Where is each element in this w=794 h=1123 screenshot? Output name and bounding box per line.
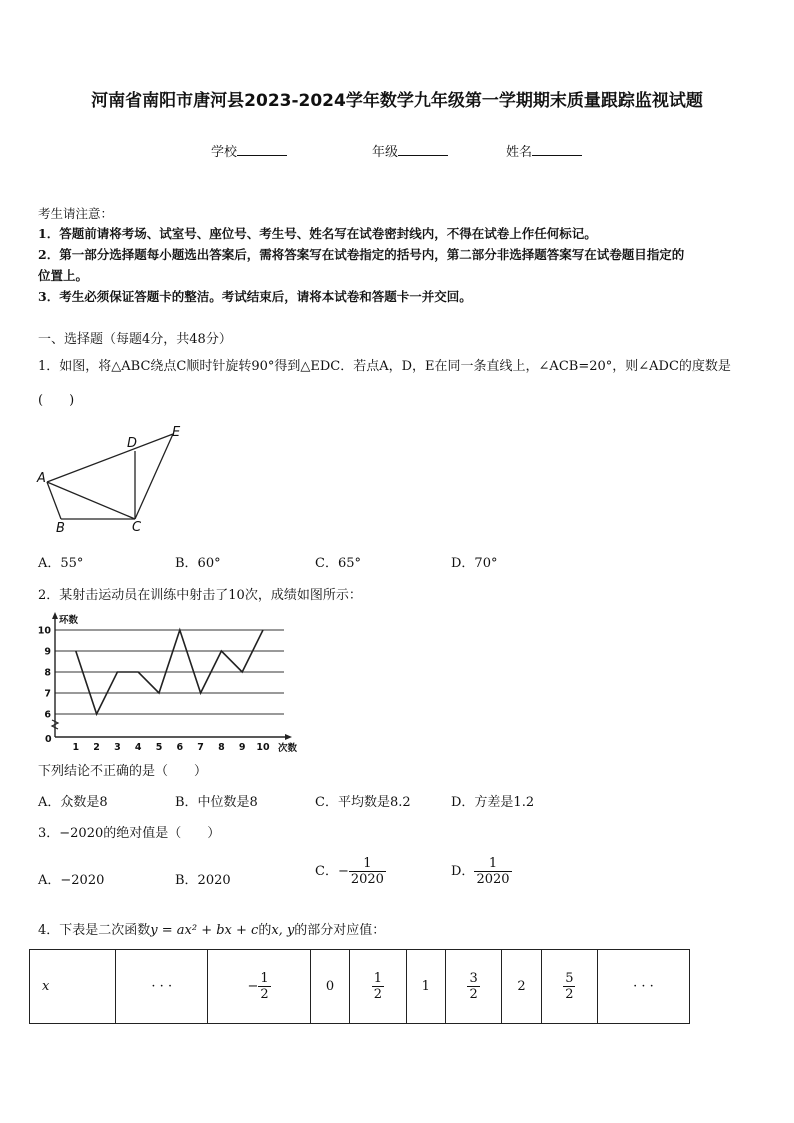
table-cell-five-halves bbox=[541, 950, 597, 1024]
label-a: A bbox=[37, 471, 46, 486]
q4-value-table bbox=[29, 949, 690, 1024]
table-cell-zero: 0 bbox=[310, 950, 349, 1024]
x-tick-label: 7 bbox=[197, 742, 204, 753]
q4-vars: x, y bbox=[271, 923, 295, 938]
q2-option-b[interactable]: B．中位数是8 bbox=[175, 795, 258, 810]
q3-option-c-prefix: C．− bbox=[315, 864, 349, 879]
y-axis-break bbox=[52, 720, 58, 729]
notes-heading: 考生请注意： bbox=[38, 206, 114, 221]
q1-option-a[interactable]: A．55° bbox=[38, 556, 84, 571]
x-axis-title: 次数 bbox=[278, 743, 298, 754]
fraction bbox=[563, 971, 575, 1002]
q3-option-c[interactable] bbox=[315, 856, 386, 887]
q1-option-b[interactable]: B．60° bbox=[175, 556, 221, 571]
table-cell-one: 1 bbox=[406, 950, 445, 1024]
section-heading: 一、选择题（每题4分，共48分） bbox=[38, 332, 232, 347]
q1-option-c[interactable]: C．65° bbox=[315, 556, 361, 571]
fraction-denominator: 2 bbox=[260, 987, 269, 1002]
note-2: 2．第一部分选择题每小题选出答案后，需将答案写在试卷指定的括号内，第二部分非选择题答案写在试卷题目指定的 bbox=[38, 247, 685, 262]
y-tick-label: 10 bbox=[37, 625, 51, 637]
x-tick-label: 1 bbox=[72, 742, 80, 753]
fraction-denominator: 2 bbox=[565, 987, 574, 1002]
label-e: E bbox=[172, 425, 181, 440]
table-cell-neg-half bbox=[208, 950, 311, 1024]
y-axis-title: 环数 bbox=[59, 615, 79, 626]
q3-option-d-fraction bbox=[474, 856, 511, 887]
label-d: D bbox=[127, 436, 138, 451]
q4-stem-suffix: 的部分对应值： bbox=[294, 923, 386, 938]
table-cell-half bbox=[350, 950, 406, 1024]
q1-paren: ( ) bbox=[38, 393, 75, 408]
x-tick-label: 2 bbox=[93, 742, 100, 753]
q3-option-c-fraction bbox=[349, 856, 386, 887]
table-cell-ellipsis-right: · · · bbox=[598, 950, 690, 1024]
grade-field bbox=[372, 141, 448, 160]
x-tick-label: 6 bbox=[176, 742, 184, 753]
school-field bbox=[211, 141, 287, 160]
x-tick-label: 3 bbox=[114, 742, 121, 753]
label-b: B bbox=[56, 521, 65, 536]
grade-blank bbox=[398, 143, 448, 156]
y-tick-label: 9 bbox=[44, 646, 51, 658]
school-blank bbox=[237, 143, 287, 156]
q1-triangle-figure bbox=[30, 420, 200, 540]
y-tick-label: 8 bbox=[44, 667, 51, 679]
note-2-cont: 位置上。 bbox=[38, 268, 89, 283]
q4-stem bbox=[38, 919, 385, 938]
q2-option-c[interactable]: C．平均数是8.2 bbox=[315, 795, 411, 810]
negative-sign: − bbox=[247, 979, 259, 994]
x-tick-label: 5 bbox=[155, 742, 163, 753]
q2-option-d[interactable]: D．方差是1.2 bbox=[451, 795, 535, 810]
note-3: 3．考生必须保证答题卡的整洁。考试结束后，请将本试卷和答题卡一并交回。 bbox=[38, 289, 472, 304]
x-tick-label: 8 bbox=[218, 742, 225, 753]
fraction bbox=[258, 971, 270, 1002]
fraction-denominator: 2020 bbox=[476, 872, 510, 887]
fraction-numerator: 3 bbox=[469, 971, 478, 986]
q3-option-b[interactable]: B．2020 bbox=[175, 873, 231, 888]
fraction-denominator: 2 bbox=[373, 987, 383, 1002]
q4-stem-mid: 的 bbox=[258, 923, 272, 938]
q1-option-d[interactable]: D．70° bbox=[451, 556, 498, 571]
y-tick-label: 7 bbox=[44, 688, 51, 700]
q2-option-a[interactable]: A．众数是8 bbox=[38, 795, 108, 810]
x-tick-label: 4 bbox=[134, 742, 142, 753]
fraction bbox=[372, 971, 384, 1002]
origin-label: 0 bbox=[45, 734, 52, 745]
table-row bbox=[30, 950, 690, 1024]
name-field bbox=[506, 141, 582, 160]
q3-option-a[interactable]: A．−2020 bbox=[38, 873, 105, 888]
q2-score-chart bbox=[30, 610, 310, 755]
x-axis-arrow bbox=[285, 734, 292, 740]
fraction-numerator: 5 bbox=[565, 971, 574, 986]
table-cell-three-halves bbox=[445, 950, 501, 1024]
y-axis-arrow bbox=[52, 612, 58, 619]
x-tick-label: 10 bbox=[256, 742, 270, 753]
page-title: 河南省南阳市唐河县2023-2024学年数学九年级第一学期期末质量跟踪监视试题 bbox=[91, 91, 703, 111]
school-label: 学校 bbox=[211, 145, 238, 160]
q3-option-d[interactable] bbox=[451, 856, 512, 887]
fraction-numerator: 1 bbox=[363, 856, 372, 871]
fraction-denominator: 2020 bbox=[350, 872, 384, 887]
x-tick-label: 9 bbox=[238, 742, 246, 753]
grade-label: 年级 bbox=[372, 145, 399, 160]
fraction bbox=[467, 971, 479, 1002]
q1-stem: 1．如图，将△ABC绕点C顺时针旋转90°得到△EDC．若点A，D，E在同一条直线上，∠ACB=20°，则∠ADC的度数是 bbox=[38, 359, 731, 374]
table-cell-x-label: x bbox=[30, 950, 116, 1024]
q2-question: 下列结论不正确的是（ ） bbox=[38, 764, 208, 779]
fraction-numerator: 1 bbox=[373, 971, 383, 986]
label-c: C bbox=[132, 520, 142, 535]
q4-function: y = ax² + bx + c bbox=[150, 923, 259, 938]
q3-stem: 3．−2020的绝对值是（ ） bbox=[38, 826, 221, 841]
q2-stem: 2．某射击运动员在训练中射击了10次，成绩如图所示： bbox=[38, 588, 362, 603]
name-label: 姓名 bbox=[506, 145, 533, 160]
fraction-numerator: 1 bbox=[260, 971, 269, 986]
fraction-numerator: 1 bbox=[488, 856, 498, 871]
table-cell-ellipsis-left: · · · bbox=[116, 950, 208, 1024]
y-tick-label: 6 bbox=[44, 709, 51, 721]
q3-option-d-prefix: D． bbox=[451, 864, 475, 879]
fraction-denominator: 2 bbox=[469, 987, 478, 1002]
name-blank bbox=[532, 143, 582, 156]
q4-stem-prefix: 4．下表是二次函数 bbox=[38, 923, 151, 938]
table-cell-two: 2 bbox=[502, 950, 541, 1024]
note-1: 1．答题前请将考场、试室号、座位号、考生号、姓名写在试卷密封线内，不得在试卷上作任何标记。 bbox=[38, 226, 597, 241]
